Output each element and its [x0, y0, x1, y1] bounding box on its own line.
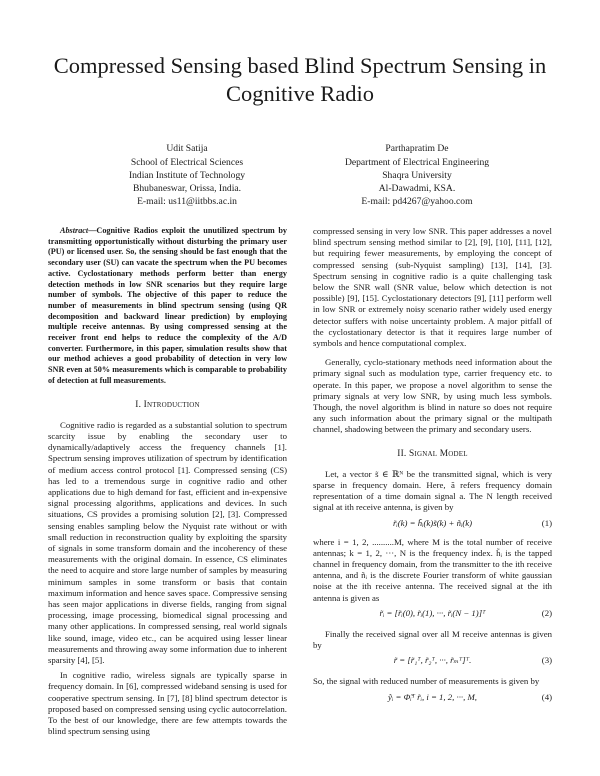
author-org: Indian Institute of Technology	[128, 170, 246, 181]
equation-1-number: (1)	[541, 517, 552, 528]
model-paragraph-4: So, the signal with reduced number of measurements is given by	[313, 676, 540, 687]
author-name: Parthapratim De	[385, 143, 449, 154]
equation-3-number: (3)	[541, 655, 552, 666]
section-heading-signal-model: II. Signal Model	[397, 448, 468, 459]
equation-1-body: r̃ᵢ(k) = h̃ᵢ(k)s̃(k) + ñᵢ(k)	[392, 517, 473, 528]
author-email: E-mail: pd4267@yahoo.com	[361, 196, 473, 207]
section-heading-introduction: I. Introduction	[135, 399, 200, 410]
right-column	[313, 226, 552, 713]
model-paragraph-2: where i = 1, 2, ..........M, where M is the total number of receive antennas; k = 1, 2, ···, N is the frequency index. h̃ᵢ is the tapped channel in frequency domain, from the transmitter to the ith receive antenna, and ñᵢ is the discrete Fourier transform of white gaussian noise at the ith receive antenna. The received signal at the ith antenna is given as	[313, 536, 552, 603]
author-dept: Department of Electrical Engineering	[344, 157, 490, 168]
author-org: Shaqra University	[382, 170, 452, 181]
author-name: Udit Satija	[166, 143, 208, 154]
abstract-label: Abstract	[60, 226, 89, 235]
equation-3-body: r̃ = [r̃₁ᵀ, r̃₂ᵀ, ···, r̃ₘᵀ]ᵀ.	[393, 655, 472, 666]
intro-paragraph-2: In cognitive radio, wireless signals are typically sparse in frequency domain. In [6], compressed wideband sensing is used for cooperative spectrum sensing. In [7], [8] blind spectrum detector is proposed based on compressed sensing using cyclic autocorrelation. To the best of our knowledge, there are few attempts towards the blind spectrum sensing using	[48, 670, 287, 737]
intro-paragraph-1: Cognitive radio is regarded as a substantial solution to spectrum scarcity issue by enabling the secondary user to dynamically/adaptively access the frequency channels [1]. Spectrum sensing improves utilization of spectrum by identification of medium access control protocol [1]. Compressed sensing (CS) has led to a tremendous surge in cognitive radio and other applications due to high demand for fast, efficient and in-expensive signal processing algorithms, applications and devices. In such situations, CS provides a promising solution [2], [3]. Compressed sensing enables sampling below the Nyquist rate without or with small reduction in reconstruction quality by exploiting the sparsity of signals in some transform domain and the incoherency of these measurements with the original domain. In essence, CS eliminates the need to acquire and store large number of samples by measuring minimum samples in some transform or basis that contain maximum information and hence saves space. Compressive sensing has seen major applications in diverse fields, ranging from signal processing, image processing, biomedical signal processing and many other applications. In compressed sensing, real world signals like sound, image, video etc., can be acquired using lesser linear measurements and throwing away some information due to inherent sparsity [4], [5].	[48, 419, 287, 666]
intro-paragraph-4: Generally, cyclo-stationary methods need information about the primary signal such as modulation type, carrier frequency etc. to operate. In this paper, we propose a novel algorithm to sense the primary signals at very low SNR, by using much less symbols. Though, the novel algorithm is blind in nature so does not require any such information about the primary signal or the multipath channel, shadowing between the primary and secondary users.	[313, 357, 552, 435]
equation-4-body: ỹᵢ = Φ̃ᵢᵀ r̃ᵢ, i = 1, 2, ···, M,	[388, 691, 477, 702]
abstract	[48, 226, 287, 387]
equation-4-number: (4)	[541, 691, 552, 702]
author-place: Bhubaneswar, Orissa, India.	[132, 183, 242, 194]
abstract-text: —Cognitive Radios exploit the unutilized spectrum by transmitting opportunistically without disturbing the primary user (PU) or licensed user. So, the sensing should be fast enough that the secondary user (SU) can vacate the spectrum when the PU becomes active. Cyclostationary methods perform better than energy detection methods in low SNR scenarios but they require large number of symbols. The objective of this paper to reduce the number of measurements in blind spectrum sensing (using QR decomposition and backward linear prediction) by employing multiple receive antennas. By using compressed sensing at the receiver front end helps to reduce the complexity of the A/D converter. Furthermore, in this paper, simulation results show that our method achieves a good probability of detection in very low SNR even at 50% measurements which is comparable to probability of detection at full measurements.	[48, 226, 287, 385]
author-block-1	[72, 142, 302, 208]
model-paragraph-3: Finally the received signal over all M receive antennas is given by	[313, 628, 552, 651]
paper-title: Compressed Sensing based Blind Spectrum Sensing in Cognitive Radio	[53, 53, 547, 106]
equation-4	[313, 692, 552, 709]
author-dept: School of Electrical Sciences	[130, 157, 244, 168]
author-block-2	[302, 142, 532, 208]
intro-paragraph-3: compressed sensing in very low SNR. This paper addresses a novel blind spectrum sensing method similar to [2], [9], [10], [11], [12], but requiring fewer measurements, by employing the concept of compressed sensing (sub-Nyquist sampling) [13], [14], [3]. Spectrum sensing in cognitive radio is a quite challenging task below the SNR wall (SNR value, below which detection is not possible) [9], [15]. Cyclostationary detectors [9], [11] perform well in low SNR or extremely noisy scenario rather widely used energy detector suffers with noise uncertainty problem. A major pitfall of the cyclostationary detector is that it requires large number of symbols and hence computational complex.	[313, 226, 552, 349]
equation-2-number: (2)	[541, 607, 552, 618]
equation-3	[313, 655, 552, 672]
author-email: E-mail: us11@iitbbs.ac.in	[137, 196, 237, 207]
equation-2-body: r̃ᵢ = [r̃ᵢ(0), r̃ᵢ(1), ···, r̃ᵢ(N − 1)]ᵀ	[379, 607, 486, 618]
equation-1	[313, 518, 552, 533]
model-paragraph-1: Let, a vector s̃ ∈ ℝᴺ be the transmitted signal, which is very sparse in frequency domain. Here, ã refers frequency domain representation of a time domain signal a. The N length received signal at ith receive antenna, is given by	[313, 468, 552, 513]
left-column	[48, 226, 287, 737]
equation-2	[313, 608, 552, 625]
author-place: Al-Dawadmi, KSA.	[378, 183, 456, 194]
